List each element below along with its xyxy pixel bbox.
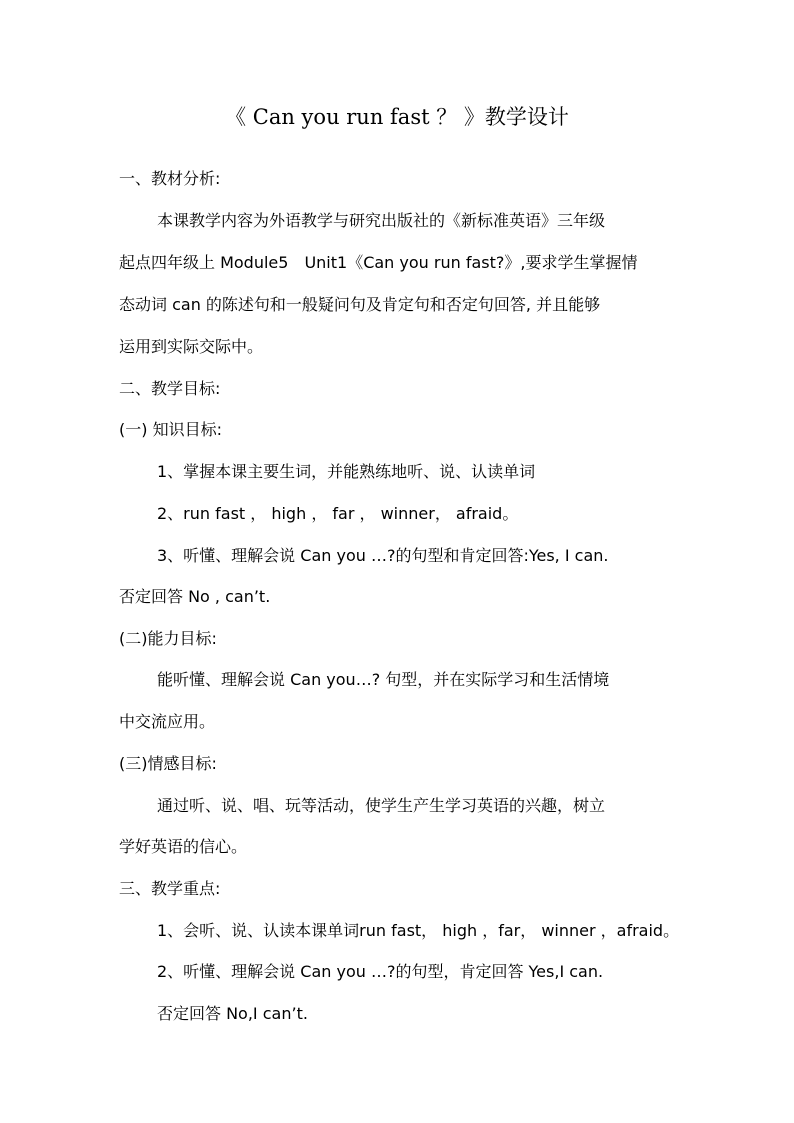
paragraph-line: 能听懂、理解会说 Can you…? 句型，并在实际学习和生活情境 — [157, 670, 610, 689]
section-heading-key-points: 三、教学重点: — [119, 879, 221, 898]
paragraph-line: 否定回答 No,I can’t. — [157, 1004, 308, 1023]
list-item: 2、听懂、理解会说 Can you …?的句型，肯定回答 Yes,I can. — [157, 962, 604, 981]
list-item: 1、掌握本课主要生词，并能熟练地听、说、认读单词 — [157, 462, 536, 481]
list-item: 2、run fast ， high ， far ， winner， afraid。 — [157, 504, 519, 523]
list-item: 3、听懂、理解会说 Can you …?的句型和肯定回答:Yes, I can. — [157, 546, 609, 565]
document-title: 《 Can you run fast ？ 》教学设计 — [225, 105, 569, 129]
subheading-ability-goals: (二)能力目标: — [119, 629, 217, 648]
paragraph-line: 学好英语的信心。 — [119, 837, 248, 856]
subheading-knowledge-goals: (一) 知识目标: — [119, 420, 222, 439]
paragraph-line: 中交流应用。 — [119, 712, 216, 731]
subheading-emotional-goals: (三)情感目标: — [119, 754, 217, 773]
paragraph-line: 起点四年级上 Module5 Unit1《Can you run fast?》,要求学生掌握情 — [119, 253, 638, 272]
paragraph-line: 否定回答 No , can’t. — [119, 587, 271, 606]
section-heading-teaching-goals: 二、教学目标: — [119, 379, 221, 398]
paragraph-line: 态动词 can 的陈述句和一般疑问句及肯定句和否定句回答, 并且能够 — [119, 295, 601, 314]
paragraph-line: 通过听、说、唱、玩等活动，使学生产生学习英语的兴趣，树立 — [157, 796, 606, 815]
paragraph-line: 运用到实际交际中。 — [119, 337, 264, 356]
paragraph-line: 本课教学内容为外语教学与研究出版社的《新标准英语》三年级 — [157, 211, 606, 230]
list-item: 1、会听、说、认读本课单词run fast， high ，far， winner ，afraid。 — [157, 921, 680, 940]
section-heading-textbook-analysis: 一、教材分析: — [119, 169, 221, 188]
